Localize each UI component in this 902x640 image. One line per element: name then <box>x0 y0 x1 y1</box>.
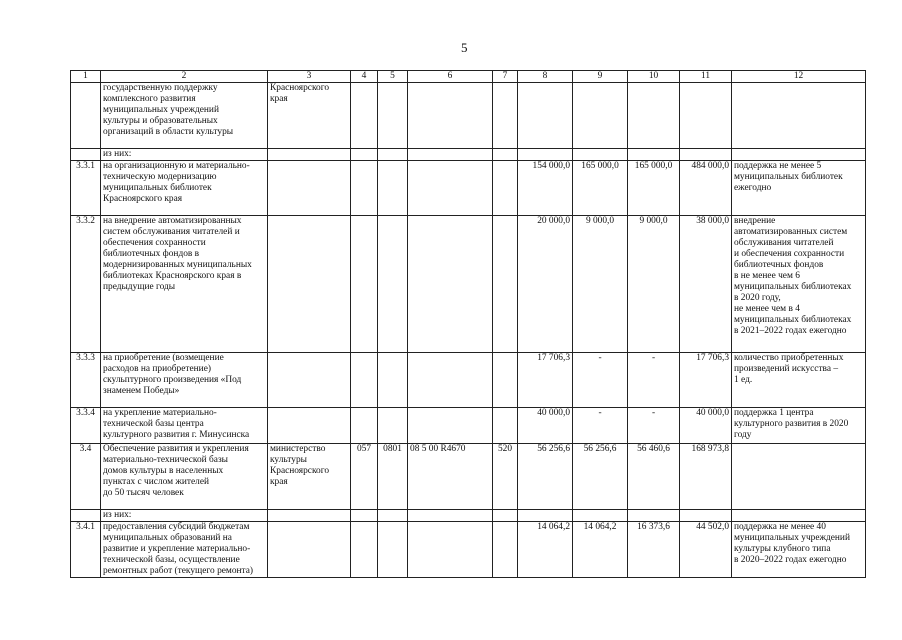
amount-2022: 16 373,6 <box>628 522 680 578</box>
expected-result <box>732 510 866 522</box>
section-code: 0801 <box>378 444 408 510</box>
expense-type <box>493 83 518 149</box>
grbs-code <box>351 149 378 161</box>
column-header: 11 <box>680 71 732 83</box>
grbs-code <box>351 522 378 578</box>
amount-2020: 154 000,0 <box>518 161 573 216</box>
executor <box>268 408 351 444</box>
amount-2022: 165 000,0 <box>628 161 680 216</box>
row-number <box>71 149 101 161</box>
executor <box>268 353 351 408</box>
expected-result <box>732 149 866 161</box>
expected-result <box>732 444 866 510</box>
item-description: на укрепление материально- технической базы центра культурного развития г. Минусинска <box>101 408 268 444</box>
executor <box>268 522 351 578</box>
column-header: 7 <box>493 71 518 83</box>
target-article: 08 5 00 R4670 <box>408 444 493 510</box>
row-number: 3.3.4 <box>71 408 101 444</box>
amount-total <box>680 510 732 522</box>
amount-total: 168 973,8 <box>680 444 732 510</box>
section-code <box>378 522 408 578</box>
executor <box>268 510 351 522</box>
item-description: государственную поддержку комплексного развития муниципальных учреждений культуры и образовательных организаций в области культуры <box>101 83 268 149</box>
amount-2021: - <box>573 353 628 408</box>
amount-2020 <box>518 510 573 522</box>
amount-2020: 56 256,6 <box>518 444 573 510</box>
item-description: из них: <box>101 510 268 522</box>
column-header: 12 <box>732 71 866 83</box>
table-row <box>71 161 866 216</box>
grbs-code <box>351 353 378 408</box>
amount-total: 38 000,0 <box>680 216 732 353</box>
grbs-code <box>351 161 378 216</box>
target-article <box>408 161 493 216</box>
expense-type <box>493 161 518 216</box>
section-code <box>378 353 408 408</box>
expense-type: 520 <box>493 444 518 510</box>
amount-2022: - <box>628 408 680 444</box>
amount-2021: 14 064,2 <box>573 522 628 578</box>
row-number: 3.4.1 <box>71 522 101 578</box>
executor: министерство культуры Красноярского края <box>268 444 351 510</box>
item-description: на внедрение автоматизированных систем обслуживания читателей и обеспечения сохранности библиотечных фондов в модернизированных муниципальных библиотеках Красноярского края в предыдущие годы <box>101 216 268 353</box>
column-header: 6 <box>408 71 493 83</box>
target-article <box>408 216 493 353</box>
program-table <box>70 70 866 578</box>
amount-total: 40 000,0 <box>680 408 732 444</box>
amount-2022: - <box>628 353 680 408</box>
table-row <box>71 216 866 353</box>
row-number <box>71 510 101 522</box>
section-code <box>378 83 408 149</box>
item-description: на организационную и материально- техническую модернизацию муниципальных библиотек Красноярского края <box>101 161 268 216</box>
expected-result <box>732 83 866 149</box>
table-row <box>71 444 866 510</box>
amount-2020: 17 706,3 <box>518 353 573 408</box>
section-code <box>378 510 408 522</box>
amount-2021 <box>573 83 628 149</box>
column-header: 3 <box>268 71 351 83</box>
amount-2020: 20 000,0 <box>518 216 573 353</box>
amount-2020: 40 000,0 <box>518 408 573 444</box>
column-header: 8 <box>518 71 573 83</box>
section-code <box>378 161 408 216</box>
amount-2021: 9 000,0 <box>573 216 628 353</box>
amount-2022 <box>628 510 680 522</box>
expense-type <box>493 408 518 444</box>
column-header: 4 <box>351 71 378 83</box>
grbs-code: 057 <box>351 444 378 510</box>
section-code <box>378 149 408 161</box>
table-row <box>71 510 866 522</box>
amount-2022: 56 460,6 <box>628 444 680 510</box>
item-description: предоставления субсидий бюджетам муниципальных образований на развитие и укрепление материально- технической базы, осуществление ремонтных работ (текущего ремонта) <box>101 522 268 578</box>
target-article <box>408 83 493 149</box>
expected-result: поддержка не менее 40 муниципальных учреждений культуры клубного типа в 2020–2022 годах ежегодно <box>732 522 866 578</box>
column-header: 9 <box>573 71 628 83</box>
target-article <box>408 149 493 161</box>
grbs-code <box>351 216 378 353</box>
expense-type <box>493 216 518 353</box>
target-article <box>408 510 493 522</box>
amount-2020 <box>518 149 573 161</box>
expense-type <box>493 522 518 578</box>
expected-result: количество приобретенных произведений искусства – 1 ед. <box>732 353 866 408</box>
item-description: на приобретение (возмещение расходов на приобретение) скульптурного произведения «Под знаменем Победы» <box>101 353 268 408</box>
amount-2020 <box>518 83 573 149</box>
expense-type <box>493 149 518 161</box>
table-row <box>71 83 866 149</box>
executor <box>268 149 351 161</box>
target-article <box>408 353 493 408</box>
row-number: 3.3.1 <box>71 161 101 216</box>
amount-2022: 9 000,0 <box>628 216 680 353</box>
expected-result: поддержка 1 центра культурного развития в 2020 году <box>732 408 866 444</box>
row-number: 3.3.3 <box>71 353 101 408</box>
target-article <box>408 408 493 444</box>
amount-total: 484 000,0 <box>680 161 732 216</box>
table-row <box>71 353 866 408</box>
column-header: 5 <box>378 71 408 83</box>
expected-result: поддержка не менее 5 муниципальных библиотек ежегодно <box>732 161 866 216</box>
expense-type <box>493 353 518 408</box>
item-description: из них: <box>101 149 268 161</box>
section-code <box>378 408 408 444</box>
amount-total: 17 706,3 <box>680 353 732 408</box>
table-row <box>71 408 866 444</box>
grbs-code <box>351 510 378 522</box>
grbs-code <box>351 408 378 444</box>
row-number: 3.4 <box>71 444 101 510</box>
expected-result: внедрение автоматизированных систем обслуживания читателей и обеспечения сохранности библиотечных фондов в не менее чем 6 муниципальных библиотеках в 2020 году, не менее чем в 4 муниципальных библиотеках в 2021–2022 годах ежегодно <box>732 216 866 353</box>
header-row <box>71 71 866 83</box>
grbs-code <box>351 83 378 149</box>
column-header: 2 <box>101 71 268 83</box>
executor: Красноярского края <box>268 83 351 149</box>
amount-total: 44 502,0 <box>680 522 732 578</box>
section-code <box>378 216 408 353</box>
amount-2021: - <box>573 408 628 444</box>
expense-type <box>493 510 518 522</box>
executor <box>268 216 351 353</box>
amount-2021: 56 256,6 <box>573 444 628 510</box>
amount-2021: 165 000,0 <box>573 161 628 216</box>
executor <box>268 161 351 216</box>
row-number <box>71 83 101 149</box>
column-header: 10 <box>628 71 680 83</box>
table-row <box>71 522 866 578</box>
amount-2021 <box>573 149 628 161</box>
amount-total <box>680 83 732 149</box>
amount-2021 <box>573 510 628 522</box>
amount-2022 <box>628 149 680 161</box>
table-row <box>71 149 866 161</box>
amount-2020: 14 064,2 <box>518 522 573 578</box>
row-number: 3.3.2 <box>71 216 101 353</box>
item-description: Обеспечение развития и укрепления материально-технической базы домов культуры в населенных пунктах с числом жителей до 50 тысяч человек <box>101 444 268 510</box>
amount-2022 <box>628 83 680 149</box>
target-article <box>408 522 493 578</box>
column-header: 1 <box>71 71 101 83</box>
page-number: 5 <box>461 40 468 55</box>
amount-total <box>680 149 732 161</box>
